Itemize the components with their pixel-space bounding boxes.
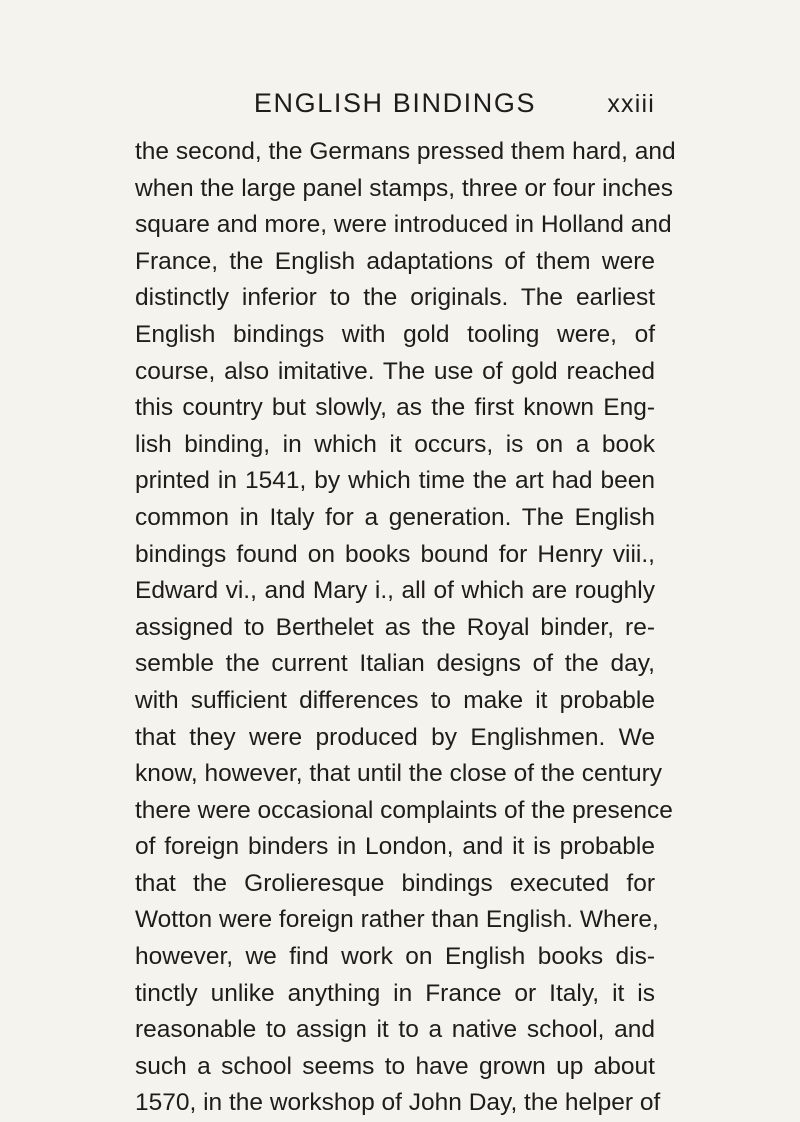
text-line: printed in 1541, by which time the art had been (135, 467, 655, 495)
text-line: such a school seems to have grown up about (135, 1052, 655, 1080)
text-line: reasonable to assign it to a native school, and (135, 1016, 655, 1044)
text-line: that they were produced by Englishmen. We (135, 723, 655, 751)
text-line: assigned to Berthelet as the Royal binder, re- (135, 613, 655, 641)
text-line: that the Grolieresque bindings executed for (135, 869, 655, 897)
text-line: with sufficient differences to make it probable (135, 686, 655, 714)
body-text (135, 134, 676, 1122)
text-line: this country but slowly, as the first known Eng- (135, 394, 655, 422)
text-line: semble the current Italian designs of the day, (135, 650, 655, 678)
text-line: of foreign binders in London, and it is probable (135, 833, 655, 861)
text-line: there were occasional complaints of the presence (135, 796, 673, 824)
text-line: common in Italy for a generation. The English (135, 503, 655, 531)
text-line: tinctly unlike anything in France or Italy, it is (135, 979, 655, 1007)
running-title: ENGLISH BINDINGS (253, 88, 537, 118)
text-line: bindings found on books bound for Henry viii., (135, 540, 655, 568)
text-line: the second, the Germans pressed them hard, and (135, 138, 676, 165)
text-line: distinctly inferior to the originals. The earliest (135, 284, 655, 312)
text-line: France, the English adaptations of them were (135, 247, 655, 275)
text-line: Wotton were foreign rather than English. Where, (135, 906, 659, 934)
text-line: 1570, in the workshop of John Day, the helper of (135, 1089, 661, 1117)
text-line: English bindings with gold tooling were, of (135, 320, 655, 348)
text-line: square and more, were introduced in Holland and (135, 211, 672, 239)
text-line: know, however, that until the close of the century (135, 760, 663, 788)
text-line: however, we find work on English books dis- (135, 943, 655, 971)
text-line: when the large panel stamps, three or four inches (135, 174, 673, 202)
text-line: Edward vi., and Mary i., all of which are roughly (135, 577, 655, 605)
page-number: xxiii (607, 90, 655, 118)
text-line: course, also imitative. The use of gold reached (135, 357, 655, 385)
text-line: lish binding, in which it occurs, is on a book (135, 430, 655, 458)
running-head (135, 88, 655, 124)
